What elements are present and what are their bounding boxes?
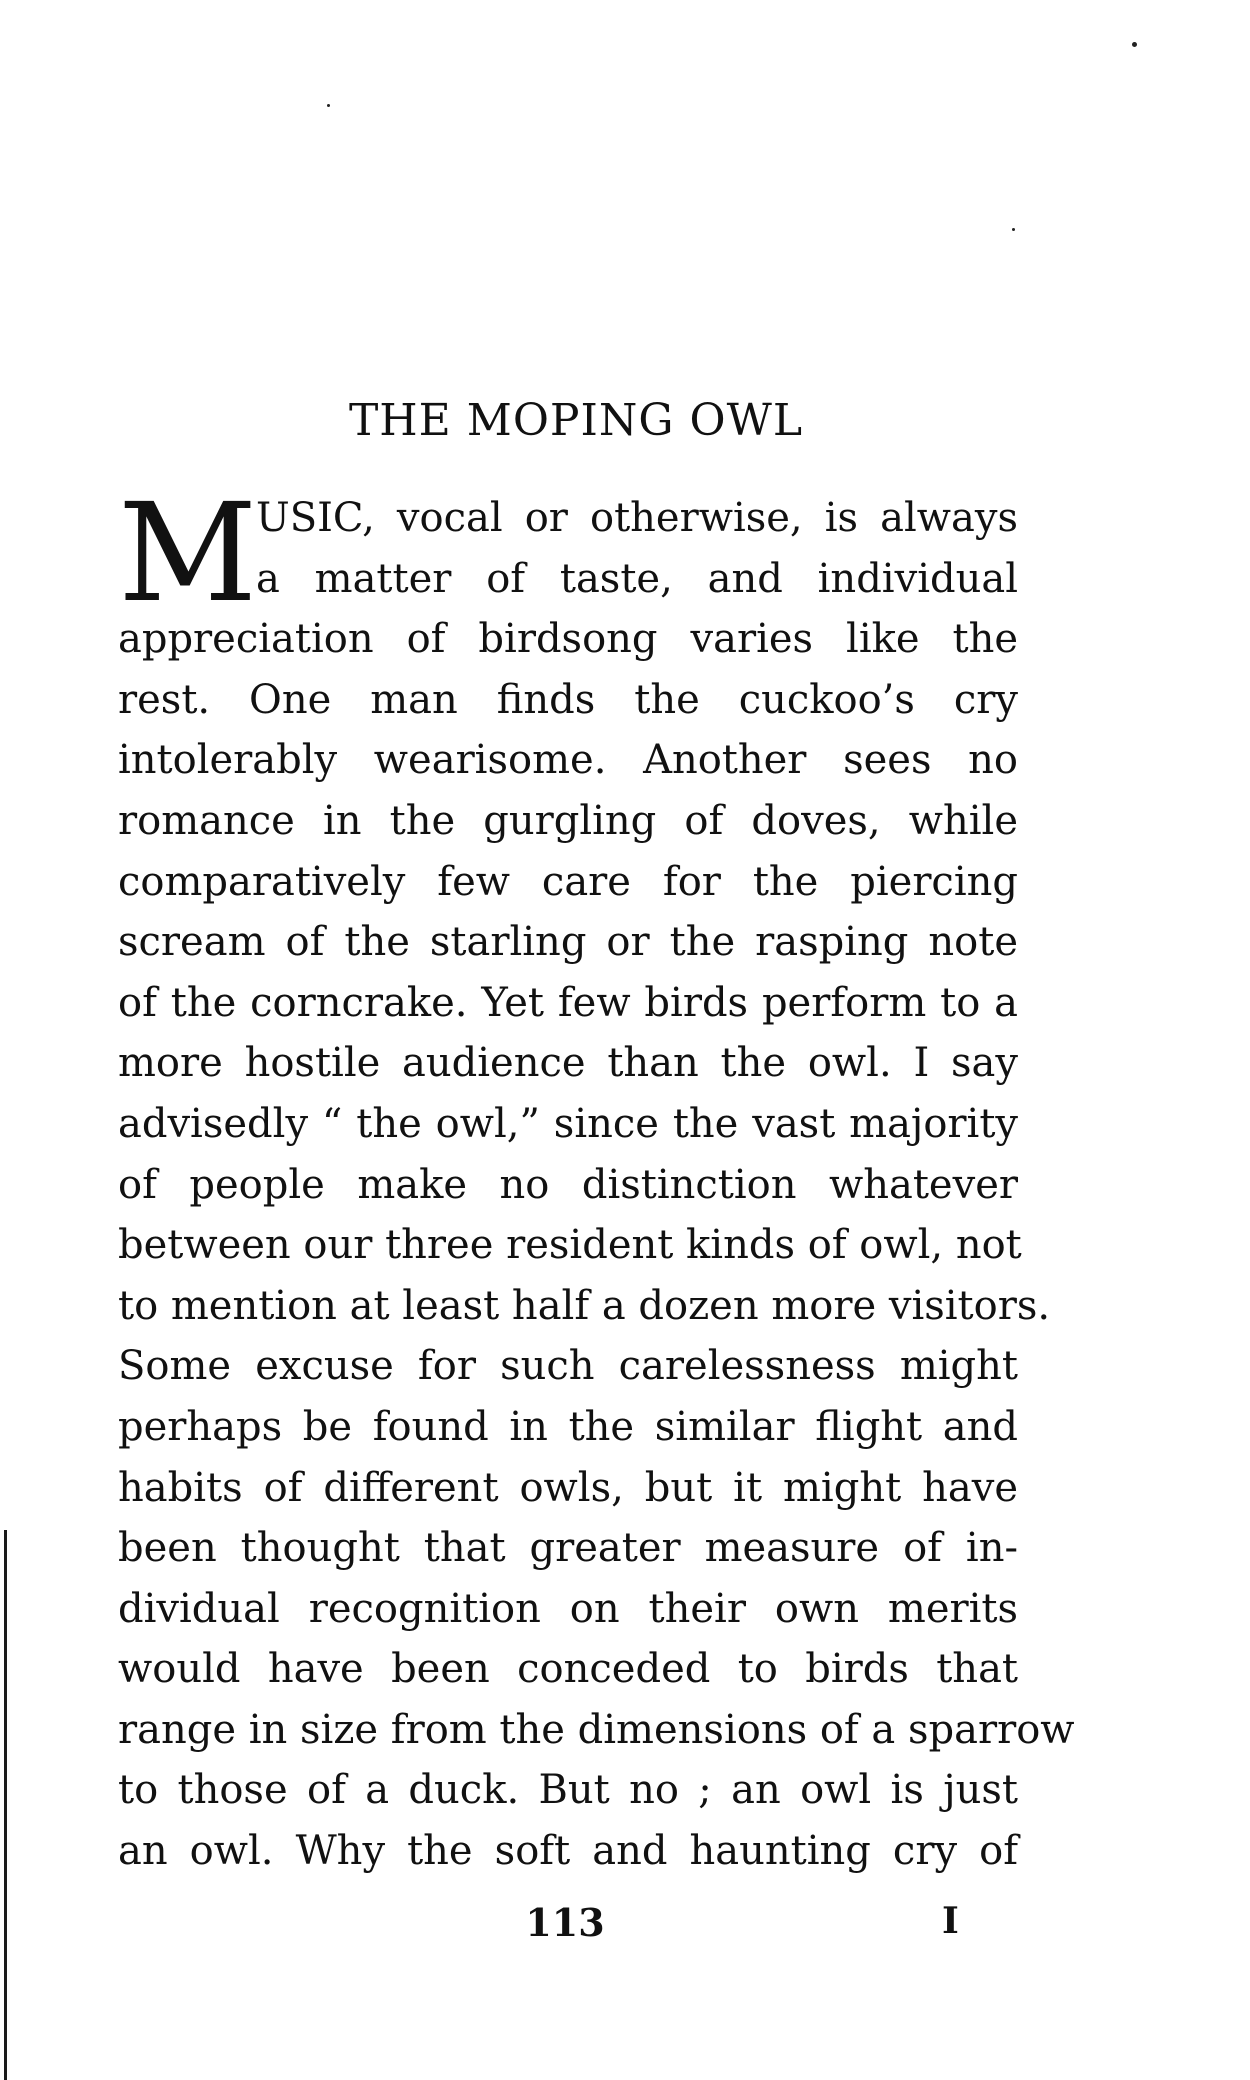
text-line: Some excuse for such carelessness might bbox=[118, 1343, 1018, 1390]
text-line: USIC, vocal or otherwise, is always bbox=[256, 495, 1018, 541]
text-line: more hostile audience than the owl. I say bbox=[118, 1040, 1018, 1087]
body-text bbox=[118, 475, 1075, 1882]
text-line: intolerably wearisome. Another sees no bbox=[118, 737, 1018, 784]
paper-speck bbox=[327, 104, 330, 107]
text-line: romance in the gurgling of doves, while bbox=[118, 797, 1018, 844]
page-number: 113 bbox=[525, 1900, 605, 1945]
text-line: perhaps be found in the similar flight and bbox=[118, 1403, 1018, 1450]
text-line: been thought that greater measure of in- bbox=[118, 1525, 1018, 1572]
text-line: between our three resident kinds of owl, not bbox=[118, 1222, 1022, 1269]
text-line: scream of the starling or the rasping note bbox=[118, 919, 1018, 966]
paper-speck bbox=[1012, 228, 1015, 231]
text-line: a matter of taste, and individual bbox=[256, 555, 1018, 602]
page-edge-shadow bbox=[4, 1530, 7, 2080]
text-line: of people make no distinction whatever bbox=[118, 1161, 1018, 1208]
text-line: rest. One man finds the cuckoo’s cry bbox=[118, 676, 1018, 723]
text-line: appreciation of birdsong varies like the bbox=[118, 616, 1018, 663]
drop-cap: M bbox=[118, 475, 258, 633]
text-line: range in size from the dimensions of a sparrow bbox=[118, 1706, 1075, 1753]
text-line: comparatively few care for the piercing bbox=[118, 858, 1018, 905]
text-line: habits of different owls, but it might have bbox=[118, 1464, 1018, 1511]
signature-mark: I bbox=[942, 1900, 959, 1942]
page-footer bbox=[0, 1900, 1250, 1960]
text-line: of the corncrake. Yet few birds perform to a bbox=[118, 979, 1018, 1026]
text-line: would have been conceded to birds that bbox=[118, 1646, 1018, 1693]
text-line: advisedly “ the owl,” since the vast majority bbox=[118, 1100, 1018, 1147]
chapter-title: THE MOPING OWL bbox=[348, 395, 804, 446]
paper-speck bbox=[1132, 42, 1137, 47]
text-line: dividual recognition on their own merits bbox=[118, 1585, 1018, 1632]
text-line: to those of a duck. But no ; an owl is just bbox=[118, 1767, 1018, 1814]
text-line: to mention at least half a dozen more visitors. bbox=[118, 1282, 1051, 1329]
text-line: an owl. Why the soft and haunting cry of bbox=[118, 1828, 1018, 1875]
